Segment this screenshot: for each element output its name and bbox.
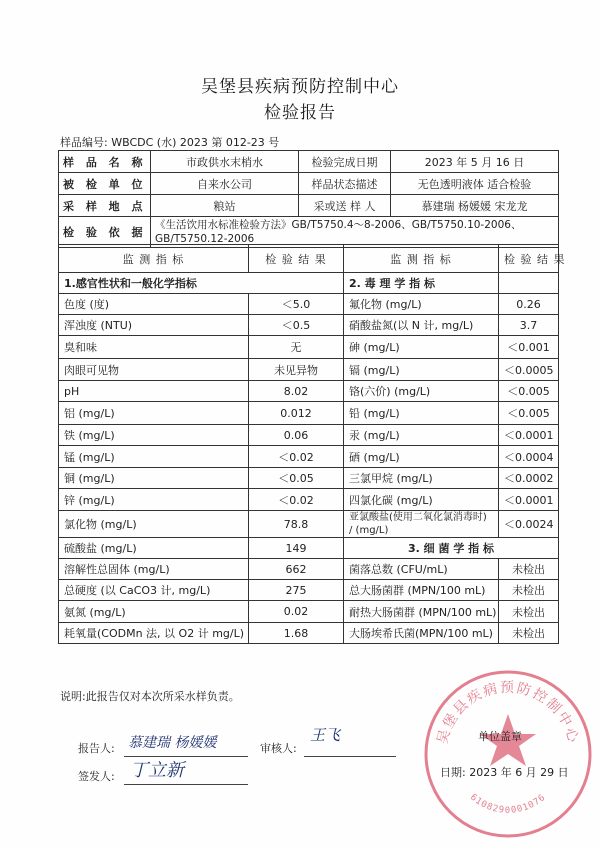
- report-date: 日期: 2023 年 6 月 29 日: [440, 766, 569, 779]
- indicator-name: 氨氮 (mg/L): [59, 601, 249, 623]
- indicator-value: 未检出: [499, 580, 559, 601]
- table-row: [59, 425, 559, 446]
- table-row: [59, 217, 559, 248]
- indicator-name: 氟化物 (mg/L): [344, 294, 499, 315]
- reporter-signature: 慕建瑞 杨媛媛: [128, 735, 217, 751]
- indicator-value: ＜0.001: [499, 336, 559, 359]
- disclaimer-note: 说明:此报告仅对本次所采水样负责。: [60, 690, 240, 703]
- table-row: [59, 151, 559, 173]
- table-row: [59, 381, 559, 402]
- table-row: [59, 623, 559, 644]
- indicator-name: 耐热大肠菌群 (MPN/100 mL): [344, 601, 499, 623]
- indicator-value: 1.68: [249, 623, 344, 644]
- indicator-value: ＜0.02: [249, 489, 344, 511]
- table-row: [59, 273, 559, 294]
- indicator-name: 菌落总数 (CFU/mL): [344, 559, 499, 580]
- indicator-value: ＜0.02: [249, 446, 344, 468]
- indicator-name: 镉 (mg/L): [344, 359, 499, 381]
- indicator-value: 275: [249, 580, 344, 601]
- issuer-line: [124, 784, 248, 785]
- indicator-value: 0.26: [499, 294, 559, 315]
- indicator-value: 未检出: [499, 623, 559, 644]
- table-row: [59, 489, 559, 511]
- sample-info-table: [58, 150, 559, 248]
- indicator-name: 大肠埃希氏菌(MPN/100 mL): [344, 623, 499, 644]
- table-row: [59, 173, 559, 195]
- table-row: [59, 601, 559, 623]
- indicator-name: 肉眼可见物: [59, 359, 249, 381]
- sampler-value: 慕建瑞 杨媛媛 宋龙龙: [391, 195, 559, 217]
- indicator-name: 三氯甲烷 (mg/L): [344, 468, 499, 489]
- svg-text:吴堡县疾病预防控制中心: 吴堡县疾病预防控制中心: [434, 680, 582, 746]
- indicator-value: 无: [249, 336, 344, 359]
- org-title: 吴堡县疾病预防控制中心: [201, 77, 399, 97]
- indicator-value: 78.8: [249, 511, 344, 538]
- table-row: [59, 315, 559, 336]
- table-row: [59, 511, 559, 538]
- indicator-name: 色度 (度): [59, 294, 249, 315]
- seal-label: 单位盖章: [478, 730, 522, 743]
- indicator-value: 149: [249, 538, 344, 559]
- indicator-name: 氯化物 (mg/L): [59, 511, 249, 538]
- indicator-value: ＜0.0005: [499, 359, 559, 381]
- table-row: [59, 402, 559, 425]
- table-row: [59, 559, 559, 580]
- table-row: [59, 468, 559, 489]
- indicator-value: 8.02: [249, 381, 344, 402]
- reporter-label: 报告人:: [78, 742, 115, 755]
- indicator-value: 662: [249, 559, 344, 580]
- indicator-name: 亚氯酸盐(使用二氧化氯消毒时) / (mg/L): [344, 511, 499, 538]
- section-title: 2. 毒 理 学 指 标: [344, 273, 499, 294]
- section-title: 3. 细 菌 学 指 标: [344, 538, 559, 559]
- table-row: [59, 580, 559, 601]
- finish-date-label: 检验完成日期: [299, 151, 391, 173]
- sample-name-value: 市政供水末梢水: [151, 151, 299, 173]
- inspected-unit-value: 自来水公司: [151, 173, 299, 195]
- sample-state-value: 无色透明液体 适合检验: [391, 173, 559, 195]
- basis-value: 《生活饮用水标准检验方法》GB/T5750.4～8-2006、GB/T5750.10-2006、GB/T5750.12-2006: [151, 217, 559, 248]
- indicator-name: 溶解性总固体 (mg/L): [59, 559, 249, 580]
- indicator-value: ＜0.005: [499, 402, 559, 425]
- indicator-name: 总大肠菌群 (MPN/100 mL): [344, 580, 499, 601]
- col-header-result: 检 验 结 果: [499, 245, 559, 273]
- indicator-name: 铬(六价) (mg/L): [344, 381, 499, 402]
- indicator-value: 未见异物: [249, 359, 344, 381]
- issuer-label: 签发人:: [78, 770, 115, 783]
- sample-number-value: WBCDC (水) 2023 第 012-23 号: [111, 136, 280, 149]
- indicator-name: 锌 (mg/L): [59, 489, 249, 511]
- section-title: 1.感官性状和一般化学指标: [59, 273, 344, 294]
- location-value: 粮站: [151, 195, 299, 217]
- indicator-name: 铜 (mg/L): [59, 468, 249, 489]
- table-row: [59, 359, 559, 381]
- indicator-name: 铁 (mg/L): [59, 425, 249, 446]
- indicator-name: 四氯化碳 (mg/L): [344, 489, 499, 511]
- indicator-value: 0.06: [249, 425, 344, 446]
- col-header-indicator: 监 测 指 标: [344, 245, 499, 273]
- sample-name-label: 样 品 名 称: [59, 151, 151, 173]
- indicator-value: 未检出: [499, 559, 559, 580]
- indicator-value: ＜0.005: [499, 381, 559, 402]
- reviewer-label: 审核人:: [260, 742, 297, 755]
- indicator-name: 铅 (mg/L): [344, 402, 499, 425]
- indicator-value: 0.02: [249, 601, 344, 623]
- reviewer-line: [304, 756, 396, 757]
- indicator-value: ＜0.5: [249, 315, 344, 336]
- indicator-value: 未检出: [499, 601, 559, 623]
- indicator-name: 耗氧量(CODMn 法, 以 O2 计 mg/L): [59, 623, 249, 644]
- table-row: [59, 336, 559, 359]
- report-title: 检验报告: [264, 103, 336, 123]
- indicator-name: 臭和味: [59, 336, 249, 359]
- indicator-name: 硝酸盐氮(以 N 计, mg/L): [344, 315, 499, 336]
- indicator-value: ＜5.0: [249, 294, 344, 315]
- indicator-value: ＜0.0004: [499, 446, 559, 468]
- indicator-name: 锰 (mg/L): [59, 446, 249, 468]
- indicator-value: ＜0.0002: [499, 468, 559, 489]
- table-row: [59, 294, 559, 315]
- finish-date-value: 2023 年 5 月 16 日: [391, 151, 559, 173]
- location-label: 采 样 地 点: [59, 195, 151, 217]
- sample-number: [60, 134, 279, 150]
- indicator-name: 铝 (mg/L): [59, 402, 249, 425]
- table-row: [59, 446, 559, 468]
- results-table: [58, 244, 566, 644]
- indicator-value: ＜0.05: [249, 468, 344, 489]
- indicator-name: 总硬度 (以 CaCO3 计, mg/L): [59, 580, 249, 601]
- table-row: [59, 245, 559, 273]
- indicator-value: ＜0.0001: [499, 425, 559, 446]
- issuer-signature: 丁立新: [130, 760, 184, 781]
- indicator-name: 浑浊度 (NTU): [59, 315, 249, 336]
- indicator-value: 3.7: [499, 315, 559, 336]
- indicator-value: ＜0.0001: [499, 489, 559, 511]
- indicator-name: pH: [59, 381, 249, 402]
- sampler-label: 采或送 样 人: [299, 195, 391, 217]
- sample-number-label: 样品编号:: [60, 136, 108, 149]
- svg-text:6108290001076: 6108290001076: [467, 792, 549, 816]
- indicator-name: 硫酸盐 (mg/L): [59, 538, 249, 559]
- inspected-unit-label: 被 检 单 位: [59, 173, 151, 195]
- reviewer-signature: 王飞: [310, 726, 341, 744]
- indicator-name: 汞 (mg/L): [344, 425, 499, 446]
- indicator-name: 硒 (mg/L): [344, 446, 499, 468]
- indicator-value: 0.012: [249, 402, 344, 425]
- table-row: [59, 195, 559, 217]
- col-header-result: 检 验 结 果: [249, 245, 344, 273]
- empty-cell: [499, 273, 559, 294]
- basis-label: 检 验 依 据: [59, 217, 151, 248]
- sample-state-label: 样品状态描述: [299, 173, 391, 195]
- indicator-value: ＜0.0024: [499, 511, 559, 538]
- col-header-indicator: 监 测 指 标: [59, 245, 249, 273]
- official-seal: [418, 662, 598, 842]
- indicator-name: 砷 (mg/L): [344, 336, 499, 359]
- table-row: [59, 538, 559, 559]
